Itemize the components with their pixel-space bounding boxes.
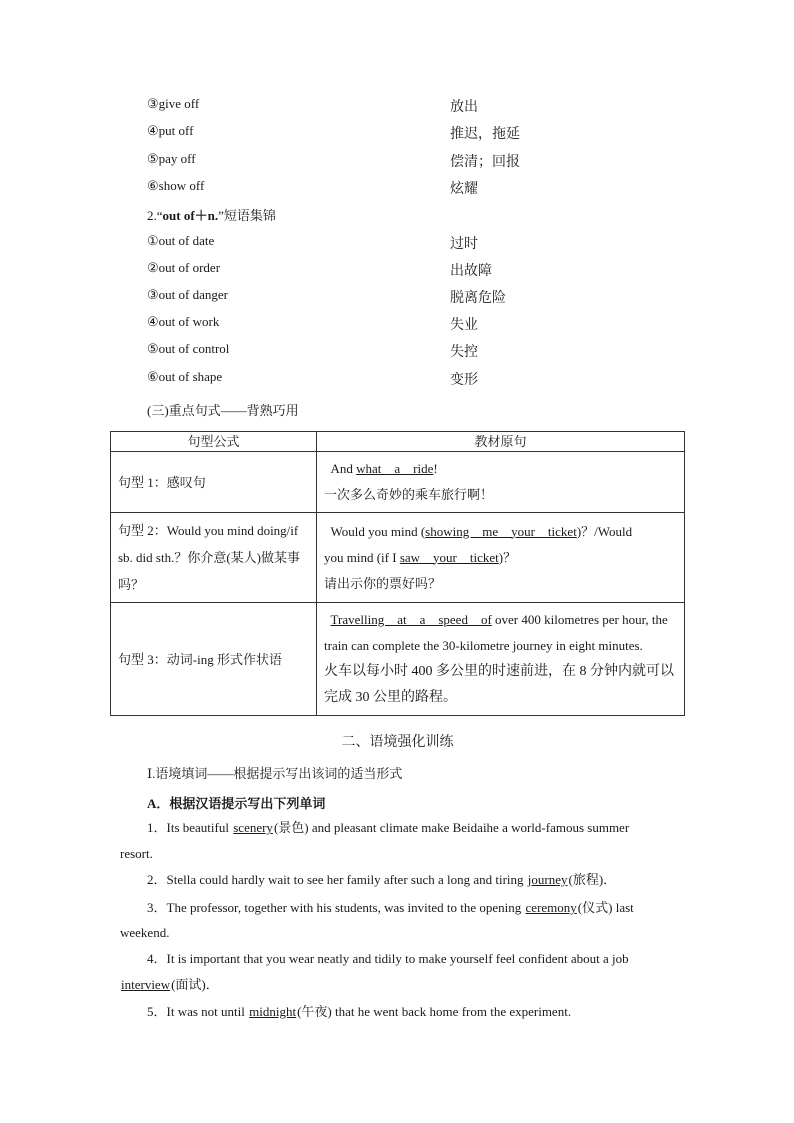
exercise-line: interview(面试)． — [121, 977, 219, 992]
exercise-line: resort. — [120, 846, 153, 861]
example-cell — [317, 603, 685, 716]
example-zh: 请出示你的票好吗？ — [324, 575, 442, 591]
phrase-en: ④put off — [147, 123, 194, 138]
phrase-zh: 失业 — [450, 318, 478, 333]
part-instruction: A．根据汉语提示写出下列单词 — [147, 796, 326, 811]
phrase-row — [147, 151, 707, 173]
fill-blank: saw your ticket — [399, 549, 499, 565]
answer-blank: interview — [121, 977, 171, 992]
exercise-line: 1．Its beautiful scenery(景色) and pleasant climate make Beidaihe a world-famous summer — [147, 820, 630, 835]
phrase-row — [147, 233, 707, 255]
example-en: Travelling at a speed of over 400 kilometres per hour, the train can complete the 30-kilometre journey in eight minutes. — [324, 612, 668, 653]
table-header: 句型公式 — [111, 432, 317, 452]
phrase-zh: 炫耀 — [450, 182, 478, 197]
phrase-en: ①out of date — [147, 233, 215, 248]
example-zh: 一次多么奇妙的乘车旅行啊！ — [324, 487, 494, 502]
example-en: And what a ride! — [330, 461, 438, 476]
sentence-pattern-table — [110, 431, 685, 716]
phrase-row — [147, 341, 707, 363]
part-subtitle: Ⅰ.语境填词——根据提示写出该词的适当形式 — [147, 766, 403, 781]
example-en: you mind (if I saw your ticket)？ — [324, 549, 517, 565]
fill-blank: showing me your ticket — [425, 523, 577, 539]
phrase-zh: 变形 — [450, 373, 478, 388]
pattern-cell: 句型 1：感叹句 — [111, 452, 317, 513]
phrase-row — [147, 314, 707, 336]
phrase-zh: 偿清；回报 — [450, 155, 520, 170]
example-cell — [317, 513, 685, 603]
fill-blank: Travelling at a speed of — [330, 612, 492, 627]
table-header: 教材原句 — [317, 432, 685, 452]
table-header-row — [111, 432, 685, 452]
phrase-en: ⑥show off — [147, 178, 205, 193]
answer-blank: scenery — [233, 820, 273, 835]
answer-blank: journey — [527, 872, 568, 887]
phrase-en: ④out of work — [147, 314, 220, 329]
phrase-zh: 出故障 — [450, 264, 492, 279]
phrase-zh: 放出 — [450, 100, 478, 115]
section-heading: (三)重点句式——背熟巧用 — [147, 403, 299, 418]
pattern-cell: 句型 3：动词-ing 形式作状语 — [111, 603, 317, 716]
phrase-row — [147, 260, 707, 282]
phrase-row — [147, 178, 707, 200]
answer-blank: midnight — [249, 1004, 297, 1019]
pattern-cell: 句型 2：Would you mind doing/if sb. did sth.？你介意(某人)做某事吗？ — [111, 513, 317, 603]
phrase-en: ③give off — [147, 96, 200, 111]
phrase-row — [147, 287, 707, 309]
phrase-en: ②out of order — [147, 260, 221, 275]
answer-blank: ceremony — [525, 900, 577, 915]
fill-blank: what a ride — [356, 461, 434, 476]
example-zh: 火车以每小时 400 多公里的时速前进，在 8 分钟内就可以完成 30 公里的路程。 — [324, 664, 674, 705]
phrase-zh: 脱离危险 — [450, 291, 506, 306]
heading-suffix: ”短语集锦 — [218, 208, 276, 223]
example-cell — [317, 452, 685, 513]
part-title: 二、语境强化训练 — [341, 735, 454, 750]
heading-bold: out of＋n. — [162, 208, 219, 223]
phrase-zh: 失控 — [450, 345, 478, 360]
heading-prefix: 2.“ — [147, 208, 163, 223]
phrase-en: ③out of danger — [147, 287, 228, 302]
phrase-row — [147, 96, 707, 118]
exercise-line: 5．It was not until midnight(午夜) that he went back home from the experiment. — [147, 1004, 572, 1019]
phrase-en: ⑥out of shape — [147, 369, 223, 384]
table-row — [111, 452, 685, 513]
exercise-line: 2．Stella could hardly wait to see her family after such a long and tiring journey(旅程)． — [147, 872, 617, 887]
phrase-en: ⑤pay off — [147, 151, 196, 166]
exercise-line: 4．It is important that you wear neatly and tidily to make yourself feel confident about a job — [147, 951, 629, 966]
phrase-row — [147, 123, 707, 145]
phrase-zh: 过时 — [450, 237, 478, 252]
phrase-zh: 推迟，拖延 — [450, 127, 520, 142]
phrase-en: ⑤out of control — [147, 341, 230, 356]
phrase-row — [147, 369, 707, 391]
section-heading — [147, 205, 276, 224]
exercise-line: weekend. — [120, 925, 170, 940]
example-en: Would you mind (showing me your ticket)？/Would — [330, 523, 633, 539]
table-row — [111, 513, 685, 603]
exercise-line: 3．The professor, together with his students, was invited to the opening ceremony(仪式) last — [147, 900, 634, 915]
table-row — [111, 603, 685, 716]
